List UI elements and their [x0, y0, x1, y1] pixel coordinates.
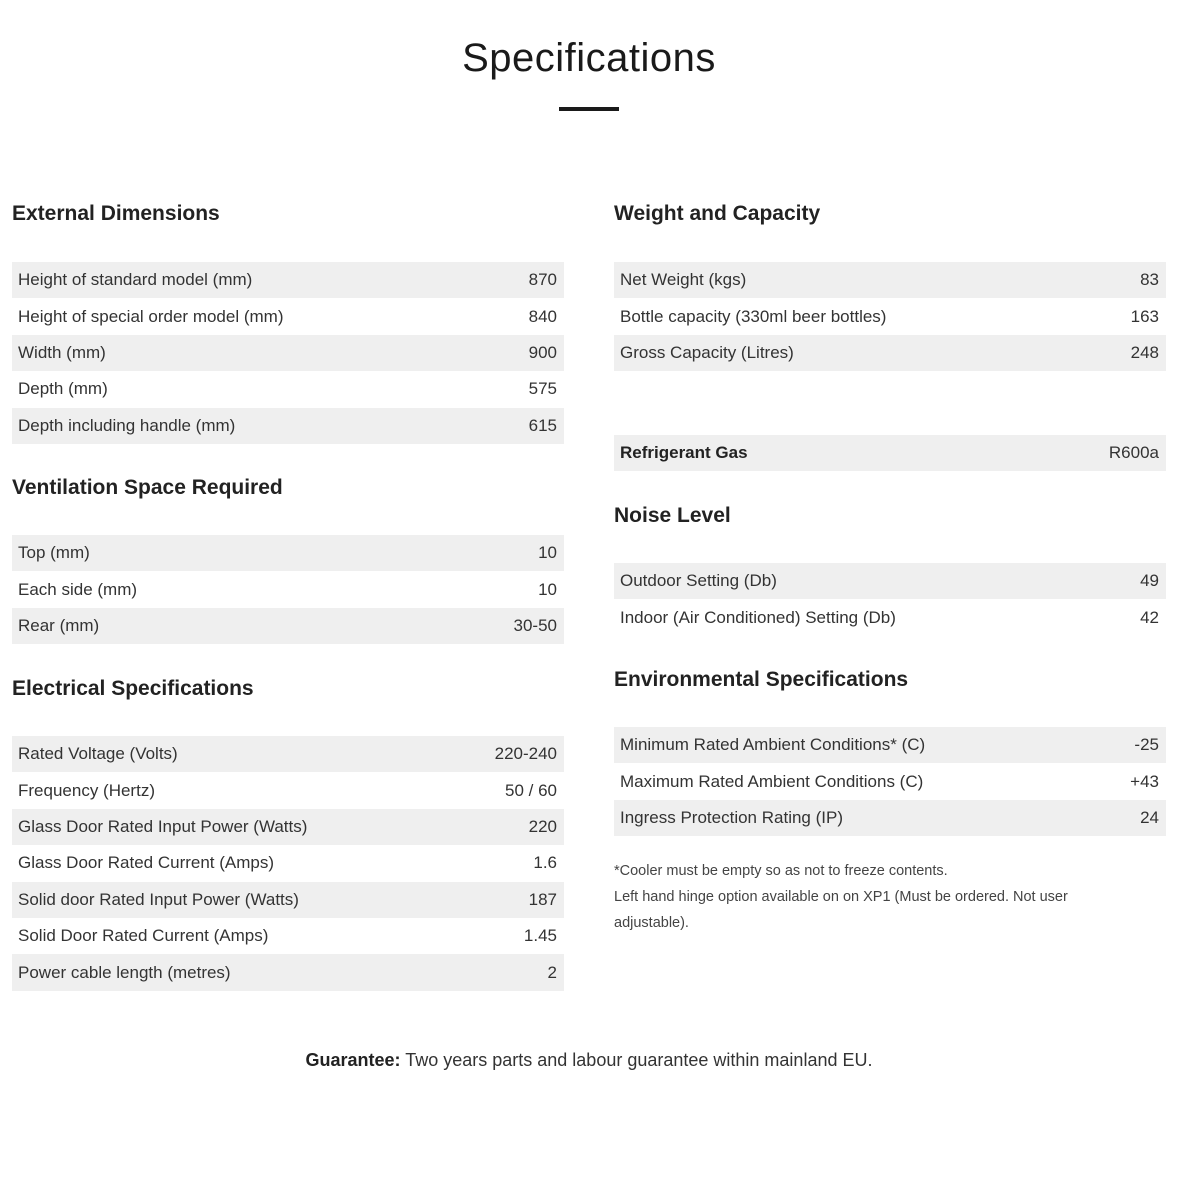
row-label: Depth including handle (mm) — [18, 415, 236, 435]
row-label: Frequency (Hertz) — [18, 780, 155, 800]
table-row — [12, 882, 564, 918]
electrical-table — [12, 736, 564, 991]
table-row — [614, 800, 1166, 836]
row-value: 10 — [538, 543, 557, 563]
guarantee-text: Two years parts and labour guarantee within mainland EU. — [405, 1050, 873, 1070]
guarantee — [0, 1050, 1178, 1071]
ventilation-table — [12, 535, 564, 644]
table-row — [614, 563, 1166, 599]
row-label: Outdoor Setting (Db) — [620, 571, 777, 591]
row-label: Indoor (Air Conditioned) Setting (Db) — [620, 607, 896, 627]
ventilation-heading: Ventilation Space Required — [12, 476, 283, 499]
footnote-empty-cooler: *Cooler must be empty so as not to freeze contents. — [614, 863, 948, 879]
row-label: Ingress Protection Rating (IP) — [620, 807, 843, 827]
table-row — [12, 371, 564, 407]
row-value: 870 — [528, 270, 557, 290]
row-label: Depth (mm) — [18, 379, 108, 399]
row-label: Height of standard model (mm) — [18, 270, 253, 290]
row-label: Net Weight (kgs) — [620, 270, 747, 290]
weight-capacity-heading: Weight and Capacity — [614, 202, 821, 225]
row-value: R600a — [1108, 443, 1159, 463]
row-label: Rear (mm) — [18, 615, 100, 635]
external-dimensions-table — [12, 262, 564, 444]
electrical-heading: Electrical Specifications — [12, 677, 254, 700]
row-value: 30-50 — [513, 615, 557, 635]
row-value: 1.45 — [523, 926, 557, 946]
guarantee-label: Guarantee: — [305, 1050, 401, 1070]
row-value: 900 — [528, 342, 557, 362]
page-title: Specifications — [462, 36, 716, 80]
row-value: 42 — [1140, 607, 1159, 627]
title-underline — [559, 107, 619, 111]
table-row — [12, 571, 564, 607]
row-value: 163 — [1130, 306, 1159, 326]
table-row — [12, 954, 564, 990]
row-label: Power cable length (metres) — [18, 962, 231, 982]
row-label: Glass Door Rated Current (Amps) — [18, 853, 275, 873]
row-value: 83 — [1140, 270, 1159, 290]
row-value: 49 — [1140, 571, 1159, 591]
table-row — [12, 918, 564, 954]
environmental-heading: Environmental Specifications — [614, 668, 909, 691]
row-label: Rated Voltage (Volts) — [18, 744, 178, 764]
table-row — [12, 736, 564, 772]
row-value: 187 — [528, 889, 557, 909]
refrigerant-table — [614, 435, 1166, 471]
table-row — [12, 408, 564, 444]
row-label: Each side (mm) — [18, 579, 138, 599]
row-value: 840 — [528, 306, 557, 326]
table-row — [12, 809, 564, 845]
external-dimensions-heading: External Dimensions — [12, 202, 220, 225]
table-row — [12, 298, 564, 334]
footnote-hinge-option: Left hand hinge option available on on XP1 (Must be ordered. Not user adjustable). — [614, 889, 1068, 931]
row-label: Bottle capacity (330ml beer bottles) — [620, 306, 887, 326]
table-row — [614, 763, 1166, 799]
table-row — [12, 772, 564, 808]
table-row — [12, 535, 564, 571]
row-value: 615 — [528, 415, 557, 435]
row-value: 50 / 60 — [505, 780, 557, 800]
table-row — [12, 608, 564, 644]
row-value: 2 — [547, 962, 557, 982]
noise-heading: Noise Level — [614, 504, 731, 527]
row-value: 220 — [528, 816, 557, 836]
table-row — [614, 335, 1166, 371]
table-row — [12, 262, 564, 298]
row-value: 1.6 — [533, 853, 557, 873]
table-row — [614, 262, 1166, 298]
row-value: 220-240 — [494, 744, 557, 764]
row-label: Solid Door Rated Current (Amps) — [18, 926, 269, 946]
row-value: 10 — [538, 579, 557, 599]
row-value: +43 — [1130, 771, 1159, 791]
row-label: Glass Door Rated Input Power (Watts) — [18, 816, 308, 836]
row-label: Minimum Rated Ambient Conditions* (C) — [620, 735, 926, 755]
table-row — [614, 435, 1166, 471]
row-label: Height of special order model (mm) — [18, 306, 284, 326]
row-value: -25 — [1134, 735, 1159, 755]
row-value: 248 — [1130, 342, 1159, 362]
row-label: Top (mm) — [18, 543, 90, 563]
row-label: Width (mm) — [18, 342, 106, 362]
table-row — [12, 335, 564, 371]
row-value: 575 — [528, 379, 557, 399]
row-label: Refrigerant Gas — [620, 443, 748, 463]
row-label: Solid door Rated Input Power (Watts) — [18, 889, 299, 909]
footnotes — [614, 858, 1114, 936]
row-label: Maximum Rated Ambient Conditions (C) — [620, 771, 924, 791]
weight-capacity-table — [614, 262, 1166, 371]
table-row — [614, 298, 1166, 334]
row-value: 24 — [1140, 807, 1159, 827]
table-row — [614, 727, 1166, 763]
table-row — [12, 845, 564, 881]
row-label: Gross Capacity (Litres) — [620, 342, 794, 362]
table-row — [614, 599, 1166, 635]
environmental-table — [614, 727, 1166, 836]
noise-table — [614, 563, 1166, 636]
